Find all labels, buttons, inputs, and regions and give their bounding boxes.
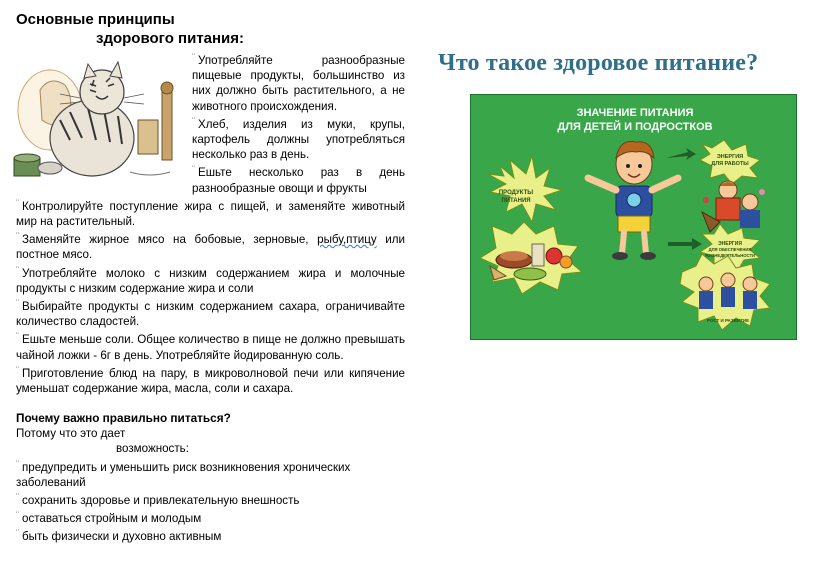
nutrition-poster (470, 94, 797, 340)
why-intro-line1: Потому что это дает (16, 427, 126, 441)
healthy-eating-title: Что такое здоровое питание? (438, 50, 759, 76)
principle-item: ¨ Выбирайте продукты с низким содержанием сахара, ограничивайте количество сладостей. (16, 298, 405, 329)
label-food-1: ПРОДУКТЫ (498, 190, 534, 196)
bullet-icon: ¨ (16, 231, 19, 242)
principle-item: ¨ Контролируйте поступление жира с пищей, и заменяйте животный мир на растительный. (16, 197, 405, 229)
bullet-icon: ¨ (16, 492, 19, 503)
spellcheck-underlined-text: рыбу,птицу (317, 233, 377, 247)
bullet-icon: ¨ (192, 115, 195, 126)
why-item: ¨ сохранить здоровье и привлекательную внешность (16, 492, 300, 508)
why-list (16, 457, 405, 545)
principle-item: ¨ Употребляйте молоко с низким содержанием жира и молочные продукты с низким содержание жира и соли (16, 264, 405, 295)
bullet-icon: ¨ (16, 364, 19, 375)
poster-heading-line1: ЗНАЧЕНИЕ ПИТАНИЯ (576, 107, 694, 119)
principle-item: ¨ Употребляйте разнообразные пищевые продукты, большинство из них должно быть растительного, а не животного происхождения. (192, 52, 405, 113)
label-work-1: ЭНЕРГИЯ (716, 154, 744, 160)
principle-item: ¨ Заменяйте жирное мясо на бобовые, зерновые, рыбу,птицу или постное мясо. (16, 231, 405, 262)
label-life-2: ДЛЯ ОБЕСПЕЧЕНИЯ (708, 247, 752, 252)
bullet-icon: ¨ (16, 298, 19, 309)
bullet-icon: ¨ (16, 528, 19, 539)
principle-item: ¨ Хлеб, изделия из муки, крупы, картофель должны употребляться несколько раз в день. (192, 115, 405, 162)
principles-title-line2: здорового питания: (96, 30, 245, 47)
bullet-icon: ¨ (16, 331, 19, 342)
principle-item: ¨ Ешьте меньше соли. Общее количество в пище не должно превышать чайной ложки - 6г в день. Употребляйте йодированную соль. (16, 331, 405, 362)
why-item: ¨ оставаться стройным и молодым (16, 510, 202, 526)
principles-column (16, 10, 405, 545)
principle-item: ¨ Ешьте несколько раз в день разнообразные овощи и фрукты (192, 164, 405, 195)
growing-kids-illustration (699, 273, 757, 309)
why-item: ¨ быть физически и духовно активным (16, 528, 222, 544)
why-intro-line2: возможность: (116, 442, 189, 456)
bullet-icon: ¨ (192, 164, 195, 175)
label-food-2: ПИТАНИЯ (501, 198, 531, 204)
why-heading: Почему важно правильно питаться? (16, 411, 231, 426)
principle-item: ¨ Приготовление блюд на пару, в микроволновой печи или кипячение уменьшат содержание жира, масла, соли и сахара. (16, 364, 405, 396)
label-work-2: ДЛЯ РАБОТЫ (711, 161, 749, 167)
cat-illustration (10, 50, 186, 184)
label-life-3: ЖИЗНЕДЕЯТЕЛЬНОСТИ (704, 253, 756, 258)
bullet-icon: ¨ (16, 458, 19, 469)
why-item: ¨ предупредить и уменьшить риск возникновения хронических заболеваний (16, 458, 351, 489)
poster-heading-line2: ДЛЯ ДЕТЕЙ И ПОДРОСТКОВ (557, 121, 713, 133)
label-growth: РОСТ И РАЗВИТИЕ (706, 318, 750, 323)
bullet-icon: ¨ (16, 510, 19, 521)
bullet-icon: ¨ (192, 52, 195, 62)
principles-title-line1: Основные принципы (16, 11, 175, 28)
bullet-icon: ¨ (16, 264, 19, 275)
bullet-icon: ¨ (16, 197, 19, 208)
label-life-1: ЭНЕРГИЯ (718, 241, 742, 247)
